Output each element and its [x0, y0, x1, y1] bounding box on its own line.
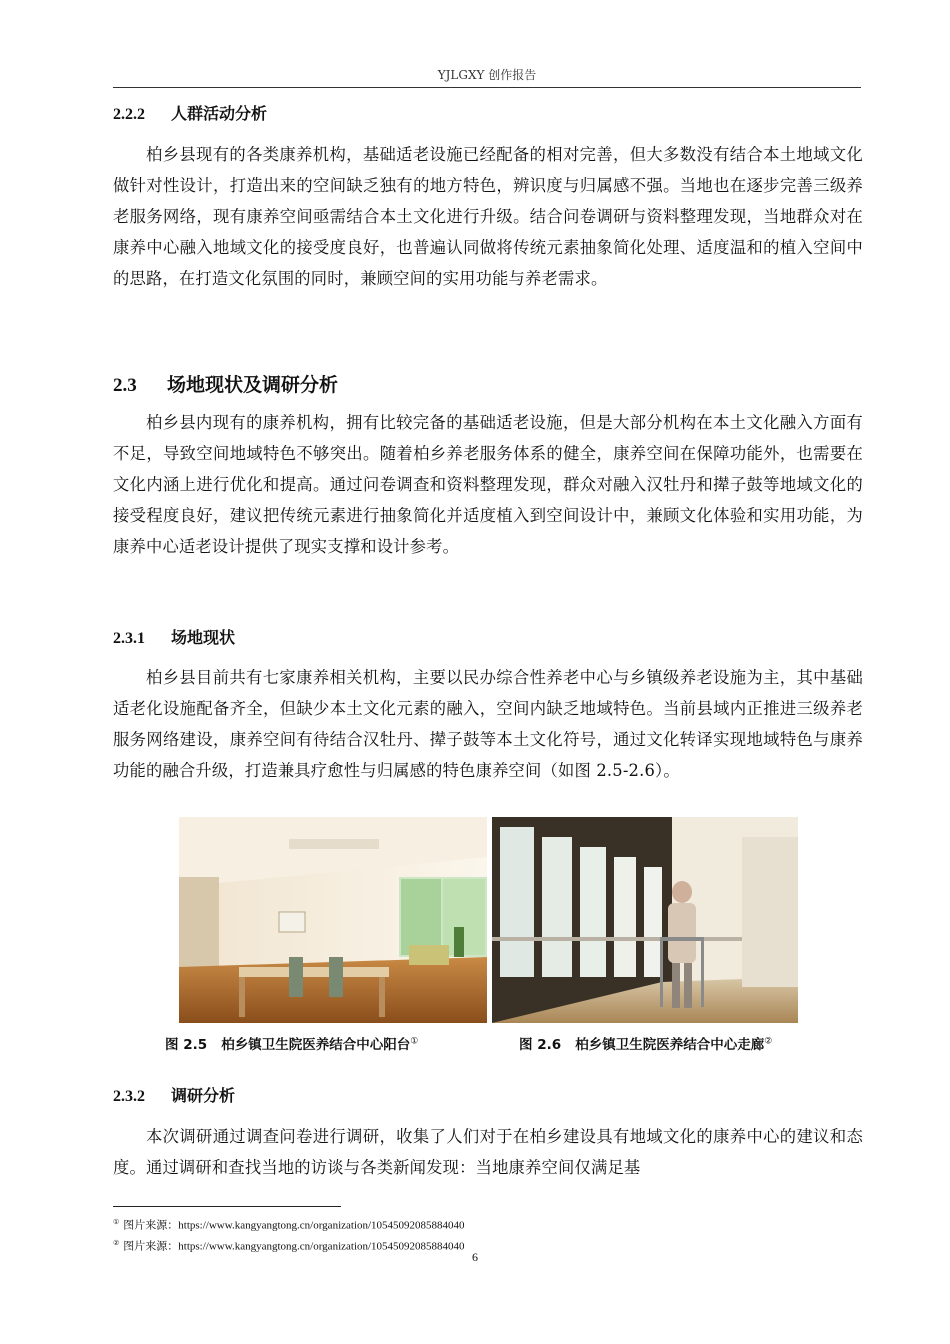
- paragraph-research-analysis: 本次调研通过调查问卷进行调研，收集了人们对于在柏乡建设具有地域文化的康养中心的建议和态度。通过调研和查找当地的访谈与各类新闻发现：当地康养空间仅满足基: [113, 1127, 863, 1177]
- page-number: 6: [472, 1250, 478, 1264]
- section-heading-2-2-2: [113, 101, 267, 124]
- footnote-text: 图片来源：https://www.kangyangtong.cn/organization/10545092085884040: [123, 1219, 465, 1232]
- paragraph-site-survey: 柏乡县内现有的康养机构，拥有比较完备的基础适老设施，但是大部分机构在本土文化融入方面有不足，导致空间地域特色不够突出。随着柏乡养老服务体系的健全，康养空间在保障功能外，也需要在文化内涵上进行优化和提高。通过问卷调查和资料整理发现，群众对融入汉牡丹和撵子鼓等地域文化的接受程度良好，建议把传统元素进行抽象简化并适度植入到空间设计中，兼顾文化体验和实用功能，为康养中心适老设计提供了现实支撑和设计参考。: [113, 413, 863, 556]
- section-heading-2-3-2: [113, 1083, 235, 1106]
- footnote-mark: ①: [113, 1218, 120, 1226]
- section-heading-2-3: [113, 370, 338, 397]
- section-number: 2.3.1: [113, 630, 145, 647]
- page-header: YJLGXY 创作报告: [113, 66, 861, 88]
- figure-label: 图 2.5: [165, 1037, 208, 1053]
- balcony-photo: [179, 817, 487, 1023]
- dining-room-image: [179, 817, 487, 1023]
- paragraph-site-status: 柏乡县目前共有七家康养相关机构，主要以民办综合性养老中心与乡镇级养老设施为主，其中基础适老化设施配备齐全，但缺少本土文化元素的融入，空间内缺乏地域特色。当前县域内正推进三级养老服务网络建设，康养空间有待结合汉牡丹、撵子鼓等本土文化符号，通过文化转译实现地域特色与康养功能的融合升级，打造兼具疗愈性与归属感的特色康养空间（如图 2.5-2.6）。: [113, 668, 863, 780]
- footnote-ref: ②: [764, 1036, 773, 1047]
- corridor-photo: [492, 817, 798, 1023]
- footnote-mark: ②: [113, 1239, 120, 1247]
- figure-caption-2-6: [519, 1033, 772, 1053]
- section-title: 场地现状: [171, 628, 236, 647]
- section-title: 场地现状及调研分析: [167, 374, 339, 396]
- figure-caption-text: 柏乡镇卫生院医养结合中心走廊: [575, 1037, 765, 1053]
- section-title: 调研分析: [171, 1086, 236, 1105]
- paragraph-crowd-analysis: 柏乡县现有的各类康养机构，基础适老设施已经配备的相对完善，但大多数没有结合本土地域文化做针对性设计，打造出来的空间缺乏独有的地方特色，辨识度与归属感不强。当地也在逐步完善三级养老服务网络，现有康养空间亟需结合本土文化进行升级。结合问卷调研与资料整理发现，当地群众对在康养中心融入地域文化的接受度良好，也普遍认同做将传统元素抽象简化处理、适度温和的植入空间中的思路，在打造文化氛围的同时，兼顾空间的实用功能与养老需求。: [113, 145, 863, 288]
- footnote-text: 图片来源：https://www.kangyangtong.cn/organization/10545092085884040: [123, 1240, 465, 1253]
- footnote-divider: [113, 1206, 341, 1207]
- corridor-image: [492, 817, 798, 1023]
- figure-caption-2-5: [165, 1033, 418, 1053]
- figure-row: [113, 817, 863, 1057]
- section-heading-2-3-1: [113, 625, 235, 648]
- footnote-1: [113, 1215, 465, 1233]
- figure-caption-text: 柏乡镇卫生院医养结合中心阳台: [221, 1037, 411, 1053]
- footnote-ref: ①: [410, 1036, 419, 1047]
- section-number: 2.3: [113, 375, 137, 396]
- section-number: 2.3.2: [113, 1088, 145, 1105]
- figure-label: 图 2.6: [519, 1037, 562, 1053]
- section-title: 人群活动分析: [171, 104, 268, 123]
- section-number: 2.2.2: [113, 106, 145, 123]
